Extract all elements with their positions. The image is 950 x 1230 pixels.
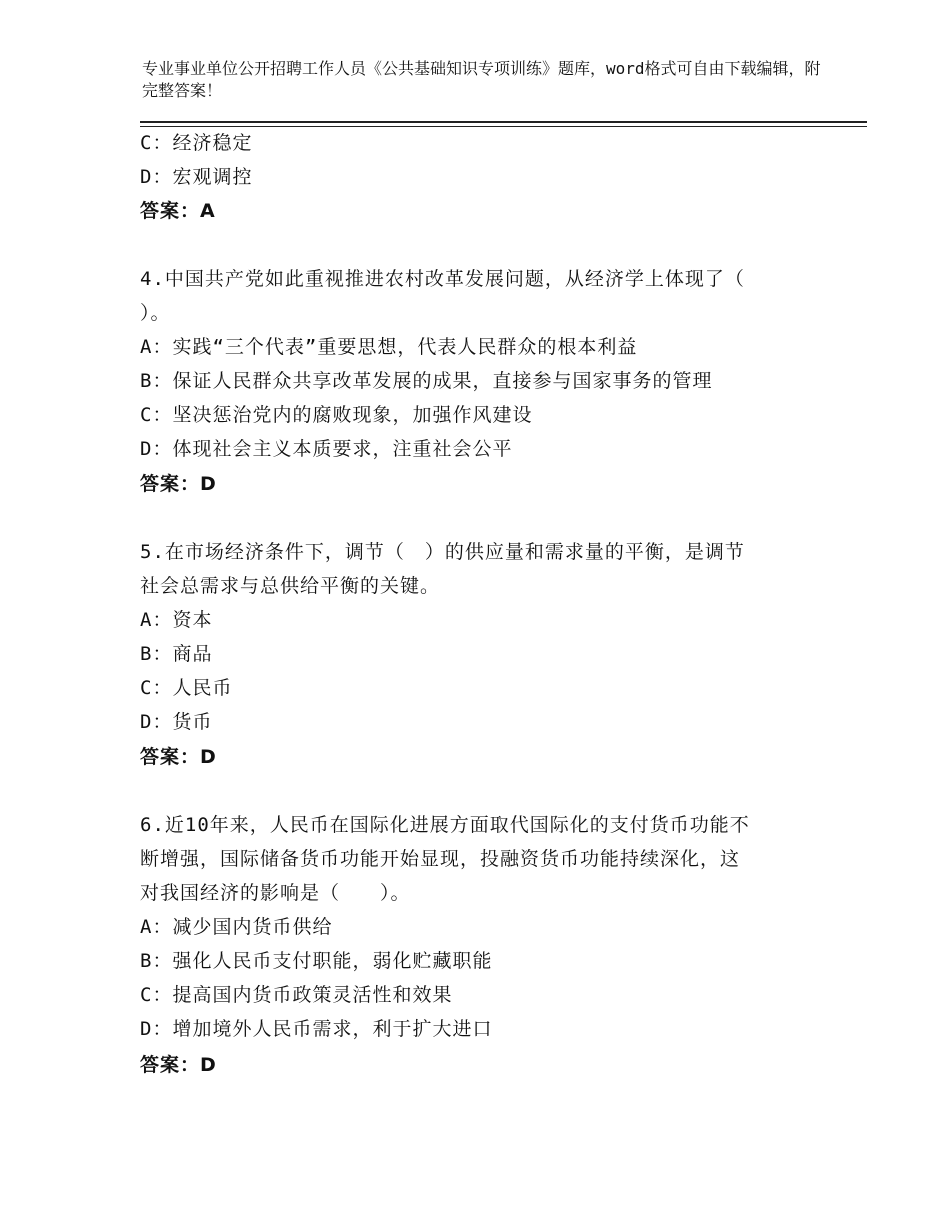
question-stem: 社会总需求与总供给平衡的关键。 [140,575,441,597]
answer-label: 答案：A [140,200,216,222]
question-stem: 4.中国共产党如此重视推进农村改革发展问题，从经济学上体现了（ [140,268,745,290]
option-d: D：体现社会主义本质要求，注重社会公平 [140,438,513,460]
option-b: B：商品 [140,643,213,665]
answer-label: 答案：D [140,746,217,768]
page-header: 专业事业单位公开招聘工作人员《公共基础知识专项训练》题库，word格式可自由下载编辑，附完整答案！ [142,59,821,100]
option-a: A：减少国内货币供给 [140,916,333,938]
option-a: A：资本 [140,609,213,631]
option-d: D：增加境外人民币需求，利于扩大进口 [140,1018,493,1040]
option-c: C：坚决惩治党内的腐败现象，加强作风建设 [140,404,533,426]
option-c: C：经济稳定 [140,132,253,154]
header-rule-thick [140,121,867,123]
option-d: D：货币 [140,711,213,733]
question-stem: ）。 [140,302,171,324]
option-c: C：提高国内货币政策灵活性和效果 [140,984,453,1006]
option-a: A：实践“三个代表”重要思想，代表人民群众的根本利益 [140,336,638,358]
question-stem: 对我国经济的影响是（ ）。 [140,882,411,904]
answer-label: 答案：D [140,1054,217,1076]
question-stem: 5.在市场经济条件下，调节（ ）的供应量和需求量的平衡，是调节 [140,541,745,563]
option-d: D：宏观调控 [140,166,253,188]
question-stem: 6.近10年来，人民币在国际化进展方面取代国际化的支付货币功能不 [140,814,750,836]
option-b: B：保证人民群众共享改革发展的成果，直接参与国家事务的管理 [140,370,713,392]
answer-label: 答案：D [140,473,217,495]
option-c: C：人民币 [140,677,233,699]
option-b: B：强化人民币支付职能，弱化贮藏职能 [140,950,493,972]
question-stem: 断增强，国际储备货币功能开始显现，投融资货币功能持续深化，这 [140,848,741,870]
